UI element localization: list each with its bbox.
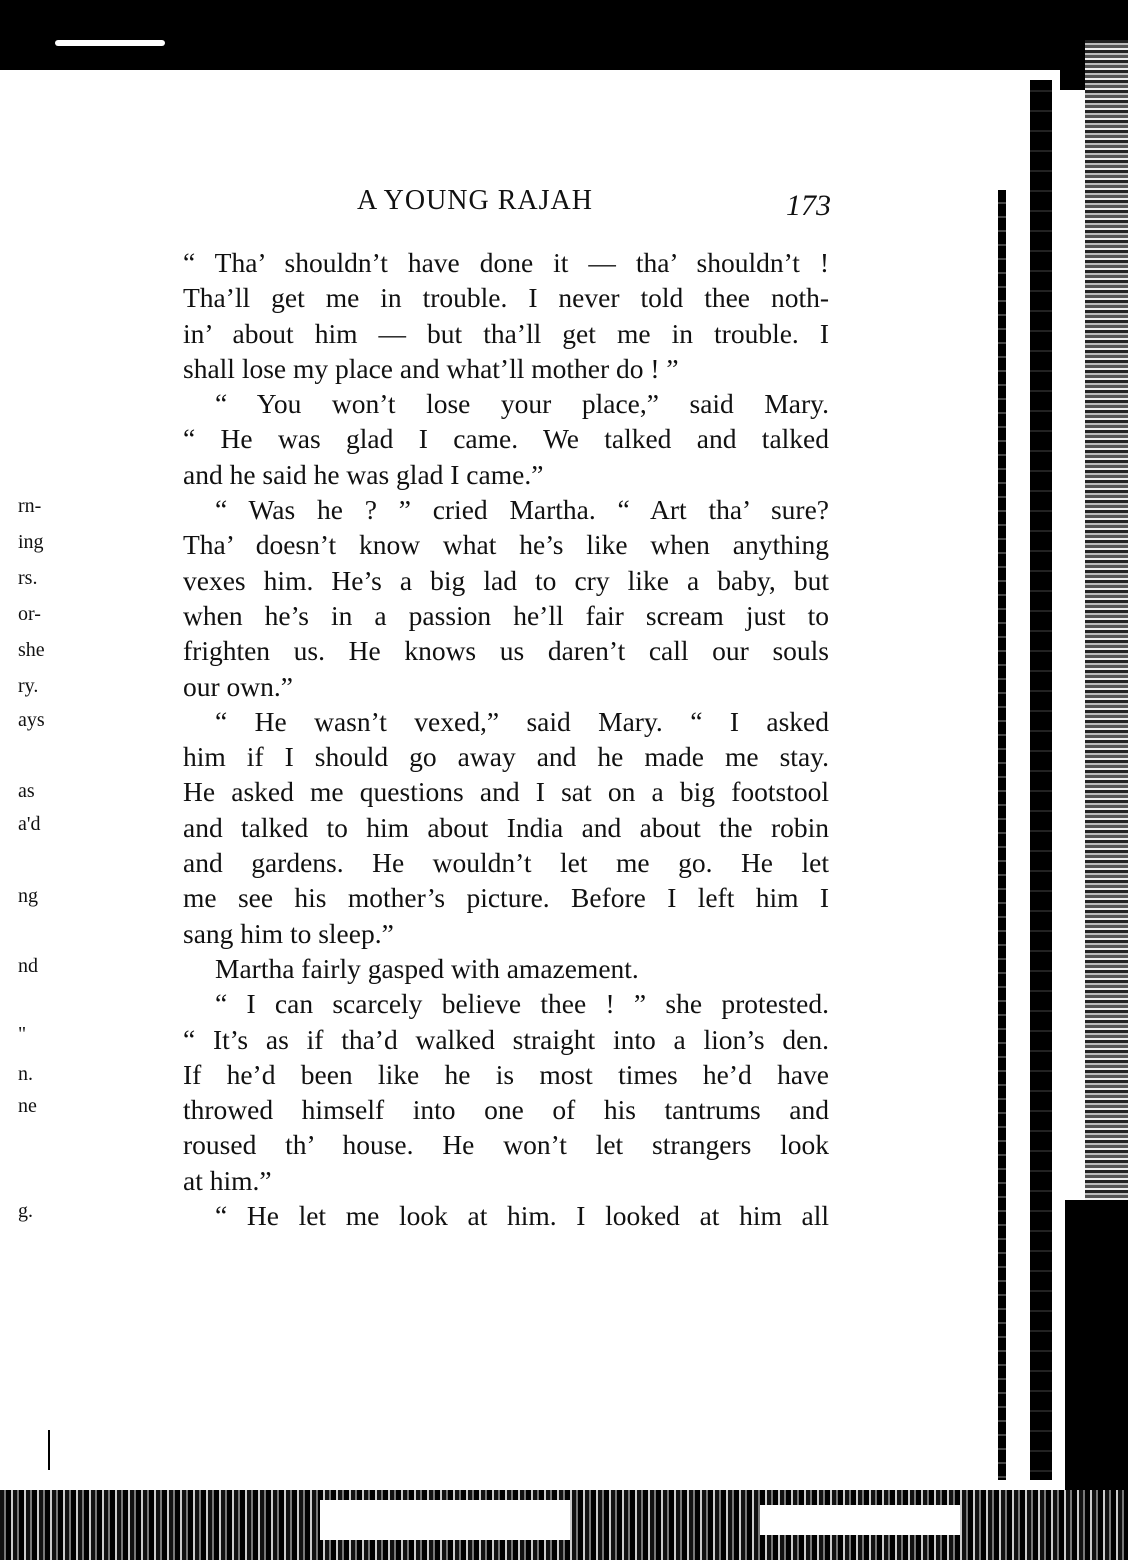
text-line: “ Was he ? ” cried Martha. “ Art tha’ sure? xyxy=(215,494,829,526)
text-line: at him.” xyxy=(183,1164,272,1196)
margin-fragment: nd xyxy=(18,955,38,977)
text-line: “ You won’t lose your place,” said Mary. xyxy=(215,388,829,420)
text-line: and talked to him about India and about the robin xyxy=(183,811,829,843)
scan-artifact xyxy=(48,1430,50,1470)
text-line: “ He wasn’t vexed,” said Mary. “ I asked xyxy=(215,705,829,737)
text-line: and gardens. He wouldn’t let me go. He let xyxy=(183,847,829,879)
running-head: A YOUNG RAJAH xyxy=(357,185,593,216)
margin-fragment: ng xyxy=(18,885,38,907)
text-line: “ I can scarcely believe thee ! ” she protested. xyxy=(215,988,829,1020)
scan-artifact xyxy=(320,1500,570,1540)
text-line: If he’d been like he is most times he’d have xyxy=(183,1058,829,1090)
scan-right-dark-patch xyxy=(1065,1200,1128,1490)
text-line: Martha fairly gasped with amazement. xyxy=(215,952,639,984)
page-number: 173 xyxy=(786,189,831,222)
text-line: vexes him. He’s a big lad to cry like a baby, but xyxy=(183,564,829,596)
page-gutter-shadow xyxy=(1030,80,1052,1480)
text-line: him if I should go away and he made me stay. xyxy=(183,741,829,773)
margin-fragment: or- xyxy=(18,603,41,625)
text-line: throwed himself into one of his tantrums and xyxy=(183,1094,829,1126)
margin-fragment: ry. xyxy=(18,675,39,697)
text-line: me see his mother’s picture. Before I left him I xyxy=(183,882,829,914)
body-text xyxy=(183,245,829,1233)
margin-fragment: ays xyxy=(18,709,45,731)
text-line: shall lose my place and what’ll mother do ! ” xyxy=(183,352,679,384)
margin-fragment: she xyxy=(18,639,45,661)
text-line: Tha’ll get me in trouble. I never told thee noth- xyxy=(183,282,829,314)
scan-artifact xyxy=(760,1505,960,1535)
margin-fragment: n. xyxy=(18,1063,33,1085)
text-line: when he’s in a passion he’ll fair scream just to xyxy=(183,599,829,631)
text-line: “ Tha’ shouldn’t have done it — tha’ shouldn’t ! xyxy=(183,247,829,278)
text-line: our own.” xyxy=(183,670,293,702)
page-edge-line xyxy=(998,190,1006,1480)
margin-fragment: ne xyxy=(18,1095,37,1117)
text-line: and he said he was glad I came.” xyxy=(183,458,544,490)
text-line: sang him to sleep.” xyxy=(183,917,394,949)
page-header xyxy=(183,185,831,225)
margin-fragment: ing xyxy=(18,531,44,553)
margin-fragment: rs. xyxy=(18,567,38,589)
margin-fragment: a'd xyxy=(18,813,41,835)
text-line: “ He let me look at him. I looked at him all xyxy=(215,1200,829,1232)
margin-fragment: rn- xyxy=(18,495,42,517)
margin-fragment: " xyxy=(18,1023,27,1045)
text-line: frighten us. He knows us daren’t call our souls xyxy=(183,635,829,667)
text-line: “ It’s as if tha’d walked straight into a lion’s den. xyxy=(183,1023,829,1055)
text-line: in’ about him — but tha’ll get me in trouble. I xyxy=(183,317,829,349)
scan-artifact xyxy=(55,40,165,46)
margin-fragment: g. xyxy=(18,1200,33,1222)
text-line: “ He was glad I came. We talked and talked xyxy=(183,423,829,455)
text-line: roused th’ house. He won’t let strangers look xyxy=(183,1129,829,1161)
margin-fragment: as xyxy=(18,780,35,802)
text-line: Tha’ doesn’t know what he’s like when anything xyxy=(183,529,829,561)
text-line: He asked me questions and I sat on a big footstool xyxy=(183,776,829,808)
